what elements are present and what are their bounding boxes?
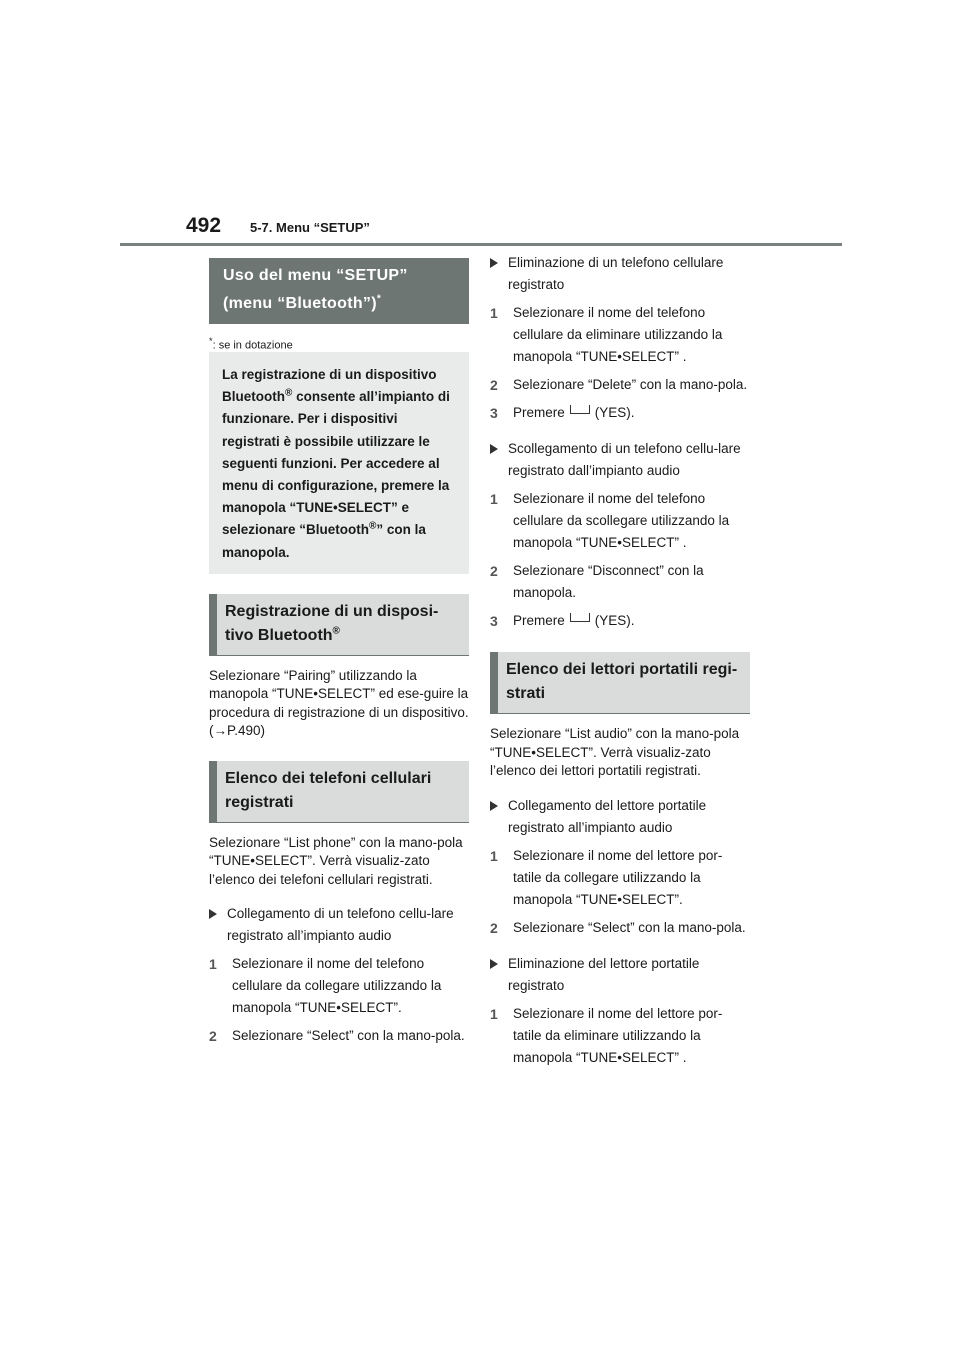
step [490, 374, 750, 396]
button-icon [570, 405, 590, 414]
step-text: Selezionare “Select” con la mano-pola. [232, 1028, 465, 1044]
step-number: 2 [490, 563, 498, 579]
heading-phone-list: Elenco dei telefoni cellulari registrati [209, 761, 469, 823]
step-text: Selezionare “Disconnect” con la manopola. [513, 563, 704, 600]
list-item [490, 438, 750, 482]
step [490, 402, 750, 424]
triangle-bullet-icon [490, 959, 498, 969]
step-number: 2 [209, 1028, 217, 1045]
step [490, 302, 750, 368]
list-audio-paragraph: Selezionare “List audio” con la mano-pola “TUNE•SELECT”. Verrà visualiz-zato l’elenco dei lettori portatili registrati. [490, 726, 740, 778]
list-item-text: Eliminazione di un telefono cellulare registrato [508, 255, 724, 292]
step-number: 1 [490, 1005, 498, 1022]
step-number: 3 [490, 405, 498, 421]
step [209, 1025, 469, 1047]
list-item [490, 795, 750, 839]
step [490, 1003, 750, 1069]
step [209, 953, 469, 1019]
step-text-pre: Premere [513, 405, 565, 420]
footnote-text: : se in dotazione [212, 339, 293, 352]
step-number: 1 [490, 847, 498, 864]
list-item-text: Eliminazione del lettore portatile registrato [508, 955, 700, 993]
step-text: Selezionare il nome del telefono cellulare da eliminare utilizzando la manopola “TUNE•SELECT” . [513, 305, 723, 364]
heading-portable-players: Elenco dei lettori portatili regi-strati [490, 652, 750, 714]
step-number: 2 [490, 919, 498, 936]
list-item [490, 252, 750, 296]
triangle-bullet-icon [490, 258, 498, 268]
intro-text-1: La registrazione di un dispositivo Bluetooth [222, 367, 437, 405]
heading-register-device-text: Registrazione di un disposi-tivo Bluetooth [225, 602, 439, 644]
intro-box [209, 352, 469, 574]
right-column [490, 252, 750, 1069]
step [490, 845, 750, 911]
heading-setup-menu-text: Uso del menu “SETUP” (menu “Bluetooth”) [223, 267, 408, 312]
step-number: 2 [490, 377, 498, 393]
footnote-mark: * [209, 336, 213, 346]
list-item-text: Scollegamento di un telefono cellu-lare registrato dall’impianto audio [508, 441, 741, 478]
list-phone-paragraph: Selezionare “List phone” con la mano-pola “TUNE•SELECT”. Verrà visualiz-zato l’elenco dei telefoni cellulari registrati. [209, 834, 463, 887]
step-number: 3 [490, 613, 498, 629]
step-text-post: (YES). [594, 405, 635, 420]
step-text-pre: Premere [513, 613, 565, 628]
step-number: 1 [209, 956, 217, 973]
step-text: Selezionare il nome del lettore por-tatile da collegare utilizzando la manopola “TUNE•SELECT”. [513, 847, 723, 907]
step-text: Selezionare il nome del telefono cellulare da collegare utilizzando la manopola “TUNE•SELECT”. [232, 956, 442, 1016]
registered-mark: ® [285, 387, 293, 399]
list-item [490, 953, 750, 997]
step-number: 1 [490, 305, 498, 321]
button-icon [570, 613, 590, 622]
step [490, 560, 750, 604]
left-column [209, 258, 469, 1047]
heading-setup-menu [209, 258, 469, 324]
list-item [209, 903, 469, 947]
footnote-mark: * [376, 293, 382, 305]
step-text: Selezionare “Select” con la mano-pola. [513, 919, 746, 935]
step-text-post: (YES). [594, 613, 635, 628]
registered-mark: ® [369, 520, 377, 532]
triangle-bullet-icon [490, 801, 498, 811]
intro-text-2: consente all’impianto di funzionare. Per i dispositivi registrati è possibile utilizzare le seguenti funzioni. Per accedere al menu di configurazione, premere la manopola “TUNE•SELECT” e selezionare “Bluetooth [222, 389, 450, 538]
intro-text-3: ” con la manopola. [222, 522, 426, 560]
page-number: 492 [186, 214, 222, 237]
footnote [209, 336, 469, 350]
step [490, 610, 750, 632]
triangle-bullet-icon [490, 444, 498, 454]
triangle-bullet-icon [209, 909, 217, 919]
step-text: Selezionare il nome del lettore por-tatile da eliminare utilizzando la manopola “TUNE•SELECT” . [513, 1005, 723, 1065]
step-text: Selezionare “Delete” con la mano-pola. [513, 377, 748, 392]
step [490, 917, 750, 939]
list-item-text: Collegamento del lettore portatile registrato all’impianto audio [508, 797, 707, 835]
header-divider [120, 243, 842, 246]
step-number: 1 [490, 491, 498, 507]
step [490, 488, 750, 554]
pairing-paragraph: Selezionare “Pairing” utilizzando la manopola “TUNE•SELECT” ed ese-guire la procedura di registrazione di un dispositivo. (→P.490) [209, 667, 469, 739]
section-title: 5-7. Menu “SETUP” [250, 220, 370, 235]
registered-mark: ® [332, 625, 340, 637]
heading-register-device [209, 594, 469, 656]
list-item-text: Collegamento di un telefono cellu-lare registrato all’impianto audio [227, 906, 454, 944]
step-text: Selezionare il nome del telefono cellulare da scollegare utilizzando la manopola “TUNE•SELECT” . [513, 491, 730, 550]
